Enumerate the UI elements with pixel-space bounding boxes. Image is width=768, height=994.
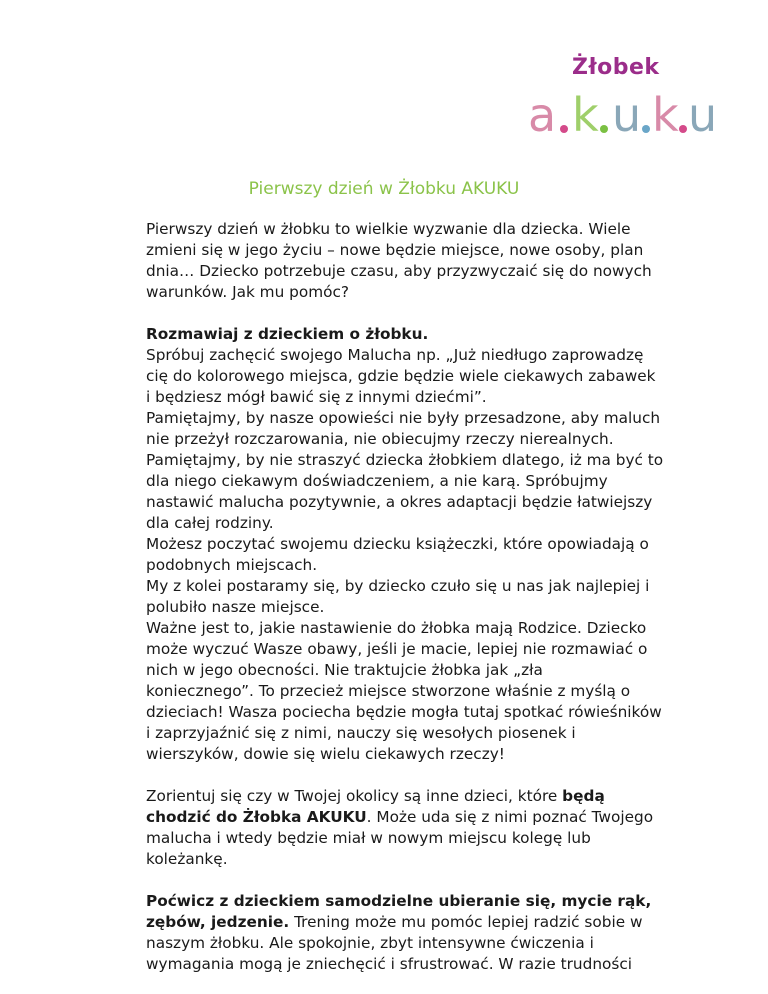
section-line: i zaprzyjaźnić się z nimi, nauczy się wesołych piosenek i (146, 724, 576, 742)
logo-letter-k1: k (572, 88, 599, 142)
section-line: Pamiętajmy, by nasze opowieści nie były przesadzone, aby maluch (146, 409, 661, 427)
logo-top-text: Żłobek (572, 55, 660, 80)
section-line: Możesz poczytać swojemu dziecku książeczki, które opowiadają o (146, 535, 649, 553)
section-line: dzieciach! Wasza pociecha będzie mogła tutaj spotkać rówieśników (146, 703, 662, 721)
section-heading: Rozmawiaj z dzieckiem o żłobku. (146, 325, 429, 343)
section-line: dla niego ciekawym doświadczeniem, a nie karą. Spróbujmy (146, 472, 608, 490)
section-line: zębów, jedzenie. Trening może mu pomóc lepiej radzić sobie w (146, 913, 643, 931)
section-practice (146, 891, 666, 975)
intro-line: Pierwszy dzień w żłobku to wielkie wyzwanie dla dziecka. Wiele (146, 220, 631, 238)
section-line: podobnych miejscach. (146, 556, 318, 574)
section-line: koleżankę. (146, 850, 228, 868)
section-line: koniecznego”. To przecież miejsce stworzone właśnie z myślą o (146, 682, 631, 700)
section-line: wierszyków, dowie się wielu ciekawych rzeczy! (146, 745, 505, 763)
section-line: dla całej rodziny. (146, 514, 274, 532)
section-line: polubiło nasze miejsce. (146, 598, 325, 616)
logo-letter-u1: u (612, 88, 642, 142)
section-line: Poćwicz z dzieckiem samodzielne ubieranie się, mycie rąk, (146, 892, 652, 910)
intro-paragraph (146, 219, 666, 303)
section-line: My z kolei postaramy się, by dziecko czuło się u nas jak najlepiej i (146, 577, 650, 595)
section-line: naszym żłobku. Ale spokojnie, zbyt intensywne ćwiczenia i (146, 934, 594, 952)
logo-dot-2 (600, 125, 608, 133)
logo-letter-u2: u (688, 88, 718, 142)
intro-line: zmieni się w jego życiu – nowe będzie miejsce, nowe osoby, plan (146, 241, 644, 259)
logo-letter-k2: k (652, 88, 679, 142)
section-line: malucha i wtedy będzie miał w nowym miejscu kolegę lub (146, 829, 591, 847)
document-body (146, 219, 666, 975)
logo-dot-4 (679, 125, 687, 133)
logo-dot-1 (560, 125, 568, 133)
intro-line: dnia… Dziecko potrzebuje czasu, aby przyzwyczaić się do nowych (146, 262, 652, 280)
section-line: cię do kolorowego miejsca, gdzie będzie wiele ciekawych zabawek (146, 367, 656, 385)
section-line: chodzić do Żłobka AKUKU. Może uda się z nimi poznać Twojego (146, 808, 654, 826)
section-talk (146, 324, 666, 765)
section-line: nich w jego obecności. Nie traktujcie żłobka jak „zła (146, 661, 543, 679)
logo-dot-3 (642, 125, 650, 133)
section-line: Pamiętajmy, by nie straszyć dziecka żłobkiem dlatego, iż ma być to (146, 451, 664, 469)
section-line: Spróbuj zachęcić swojego Malucha np. „Już niedługo zaprowadzę (146, 346, 644, 364)
intro-line: warunków. Jak mu pomóc? (146, 283, 349, 301)
section-line: Zorientuj się czy w Twojej okolicy są inne dzieci, które będą (146, 787, 605, 805)
paragraph-gap (146, 870, 666, 891)
page-title: Pierwszy dzień w Żłobku AKUKU (248, 179, 520, 199)
logo (528, 55, 718, 155)
section-line: wymagania mogą je zniechęcić i sfrustrować. W razie trudności (146, 955, 632, 973)
section-line: może wyczuć Wasze obawy, jeśli je macie, lepiej nie rozmawiać o (146, 640, 648, 658)
logo-letter-a1: a (528, 88, 557, 142)
section-neighbors (146, 786, 666, 870)
section-line: i będziesz mógł bawić się z innymi dziećmi”. (146, 388, 487, 406)
logo-brand-mark (528, 83, 718, 155)
paragraph-gap (146, 765, 666, 786)
section-line: Ważne jest to, jakie nastawienie do żłobka mają Rodzice. Dziecko (146, 619, 647, 637)
paragraph-gap (146, 303, 666, 324)
section-line: nastawić malucha pozytywnie, a okres adaptacji będzie łatwiejszy (146, 493, 653, 511)
section-line: nie przeżył rozczarowania, nie obiecujmy rzeczy nierealnych. (146, 430, 614, 448)
